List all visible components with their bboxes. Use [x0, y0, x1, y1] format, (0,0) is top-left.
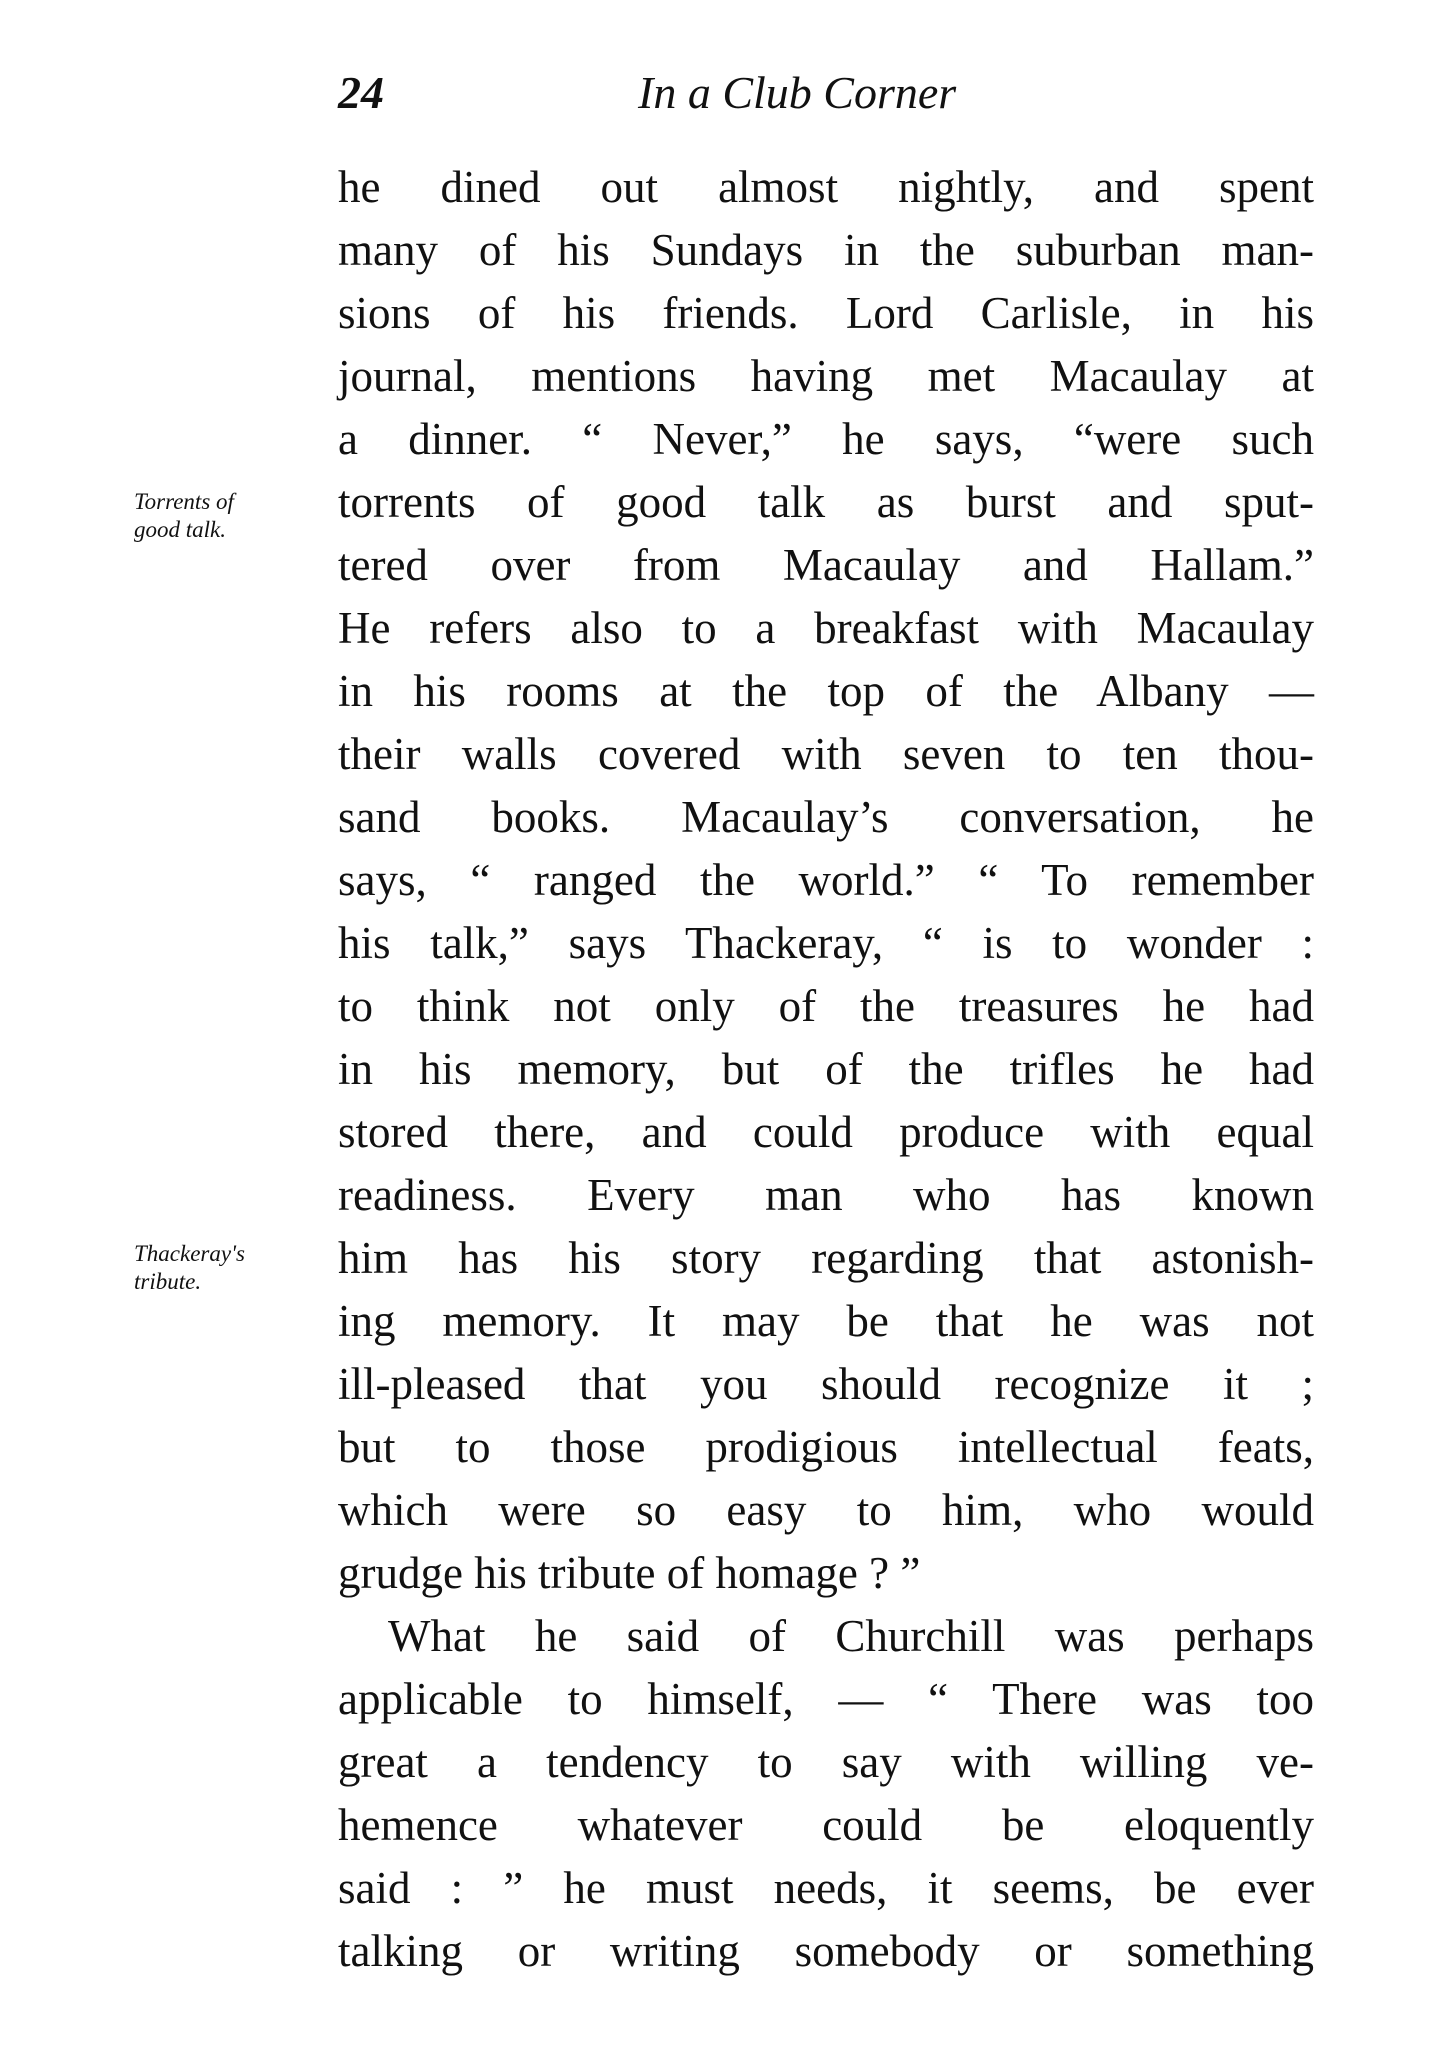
sidenote-line: good talk.: [134, 517, 226, 542]
running-title: In a Club Corner: [638, 67, 957, 118]
body-text: [338, 156, 1314, 1983]
text-line: him has his story regarding that astonish-: [338, 1233, 1314, 1283]
text-line: applicable to himself, — “ There was too: [338, 1674, 1314, 1724]
sidenote-torrents-of-good-talk: [134, 488, 334, 544]
text-line: a dinner. “ Never,” he says, “were such: [338, 414, 1314, 464]
sidenote-line: Thackeray's: [134, 1241, 245, 1266]
text-line: but to those prodigious intellectual feats,: [338, 1422, 1314, 1472]
text-line: says, “ ranged the world.” “ To remember: [338, 855, 1314, 905]
text-line: ing memory. It may be that he was not: [338, 1296, 1314, 1346]
text-line: great a tendency to say with willing ve-: [338, 1737, 1314, 1787]
text-line: their walls covered with seven to ten thou-: [338, 729, 1314, 779]
text-line: stored there, and could produce with equal: [338, 1107, 1314, 1157]
text-line: many of his Sundays in the suburban man-: [338, 225, 1314, 275]
text-line: readiness. Every man who has known: [338, 1170, 1314, 1220]
text-line: his talk,” says Thackeray, “ is to wonder :: [338, 918, 1314, 968]
sidenote-line: tribute.: [134, 1269, 202, 1294]
page-number: 24: [338, 67, 384, 118]
sidenote-line: Torrents of: [134, 489, 234, 514]
text-line: he dined out almost nightly, and spent: [338, 162, 1314, 212]
text-line: talking or writing somebody or something: [338, 1926, 1314, 1976]
text-line: tered over from Macaulay and Hallam.”: [338, 540, 1314, 590]
text-line: grudge his tribute of homage ? ”: [338, 1548, 921, 1598]
text-line: to think not only of the treasures he had: [338, 981, 1314, 1031]
text-line: journal, mentions having met Macaulay at: [338, 351, 1314, 401]
text-line: said : ” he must needs, it seems, be ever: [338, 1863, 1314, 1913]
text-line: What he said of Churchill was perhaps: [388, 1611, 1314, 1661]
text-line: which were so easy to him, who would: [338, 1485, 1314, 1535]
running-header: [338, 58, 1310, 128]
text-line: in his memory, but of the trifles he had: [338, 1044, 1314, 1094]
text-line: hemence whatever could be eloquently: [338, 1800, 1314, 1850]
text-line: in his rooms at the top of the Albany —: [338, 666, 1314, 716]
text-line: sions of his friends. Lord Carlisle, in his: [338, 288, 1314, 338]
text-line: ill-pleased that you should recognize it ;: [338, 1359, 1314, 1409]
text-line: torrents of good talk as burst and sput-: [338, 477, 1314, 527]
text-line: He refers also to a breakfast with Macaulay: [338, 603, 1314, 653]
text-line: sand books. Macaulay’s conversation, he: [338, 792, 1314, 842]
sidenote-thackerays-tribute: [134, 1240, 334, 1296]
